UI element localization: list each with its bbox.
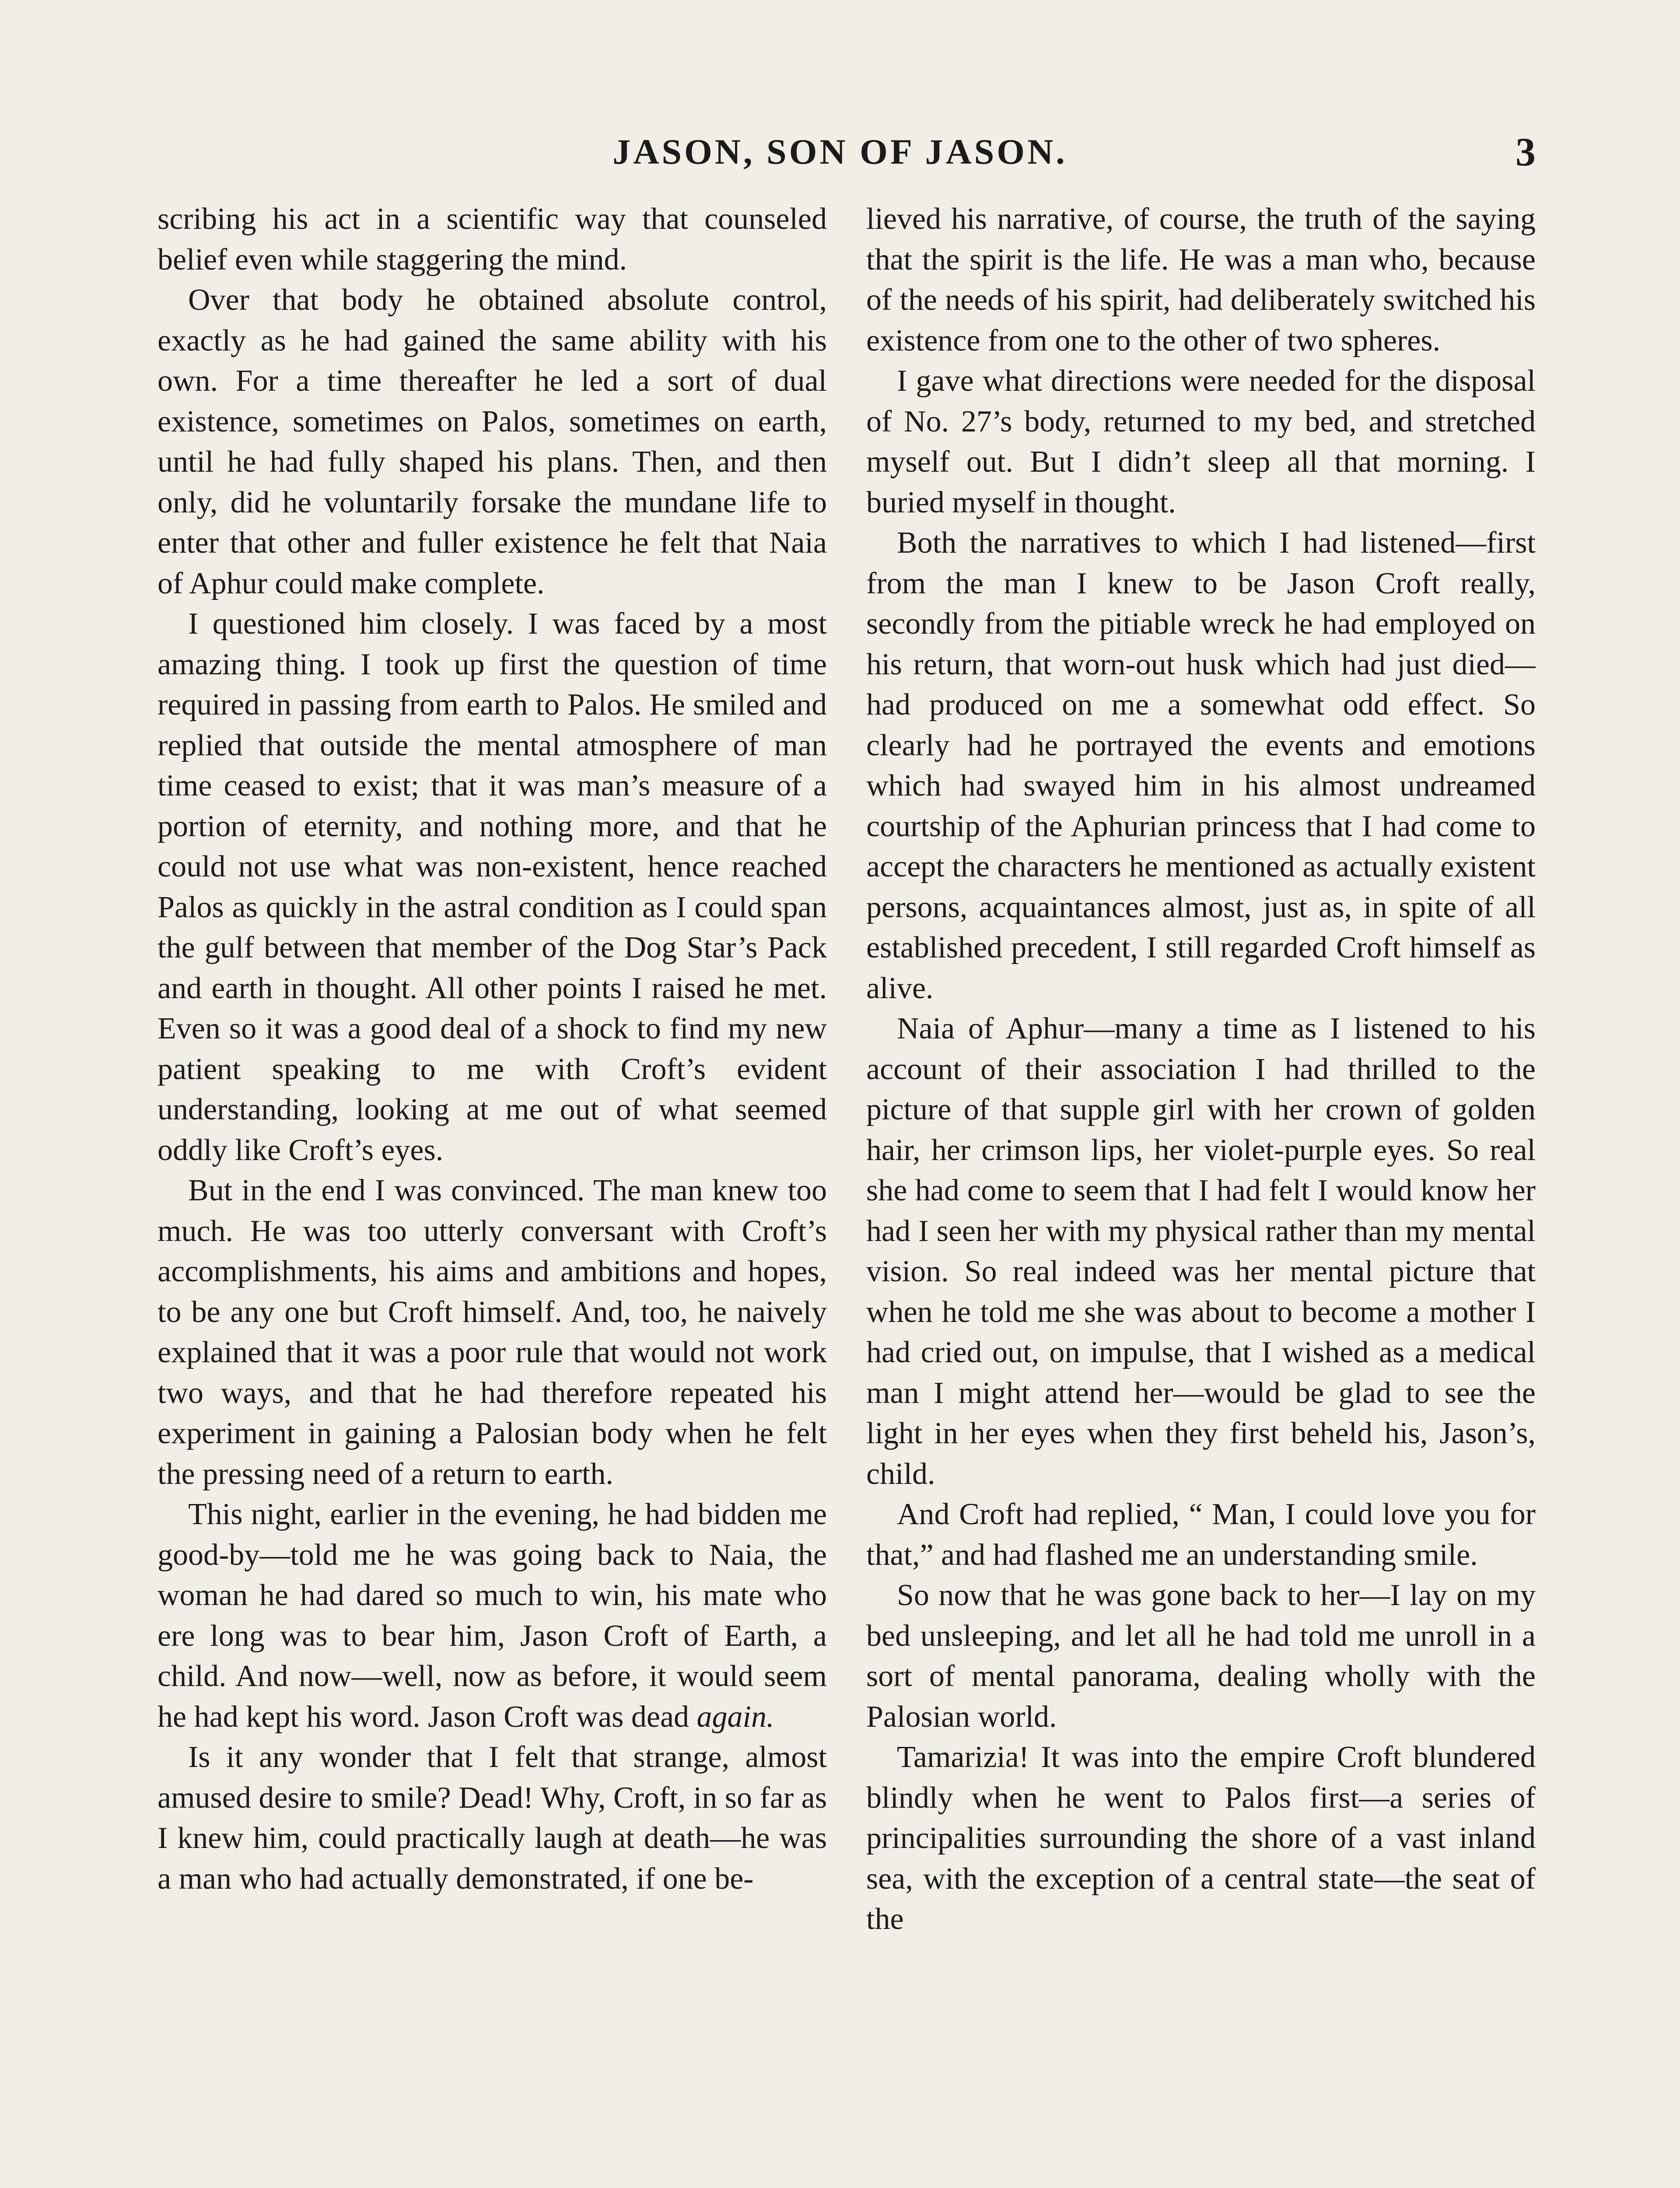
paragraph: But in the end I was convinced. The man knew too much. He was too utterly conversant with Croft’s accomplishments, his aims and ambitions and hopes, to be any one but Croft himself. And, too, he naively explained that it was a poor rule that would not work two ways, and that he had therefore repeated his experiment in gaining a Palosian body when he felt the pressing need of a return to earth. <box>158 1174 827 1491</box>
paragraph: So now that he was gone back to her—I lay on my bed unsleeping, and let all he had told me unroll in a sort of mental panorama, dealing wholly with the Palosian world. <box>866 1578 1536 1734</box>
right-column <box>866 199 1536 2188</box>
paragraph: Both the narratives to which I had listened—first from the man I knew to be Jason Croft really, secondly from the pitiable wreck he had employed on his return, that worn-out husk which had just died—had produced on me a somewhat odd effect. So clearly had he portrayed the events and emotions which had swayed him in his almost undreamed courtship of the Aphurian princess that I had come to accept the characters he mentioned as actually existent persons, acquaintances almost, just as, in spite of all established precedent, I still regarded Croft himself as alive. <box>866 526 1536 1005</box>
paragraph: I gave what directions were needed for the disposal of No. 27’s body, returned to my bed, and stretched myself out. But I didn’t sleep all that morning. I buried myself in thought. <box>866 364 1536 519</box>
italic-word: again. <box>696 1700 774 1734</box>
paragraph: scribing his act in a scientific way that counseled belief even while staggering the mind. <box>158 202 827 277</box>
paragraph: And Croft had replied, “ Man, I could love you for that,” and had flashed me an understanding smile. <box>866 1497 1536 1572</box>
paragraph: Naia of Aphur—many a time as I listened to his account of their association I had thrilled to the picture of that supple girl with her crown of golden hair, her crimson lips, her violet-purple eyes. So real she had come to seem that I had felt I would know her had I seen her with my physical rather than my mental vision. So real indeed was her mental picture that when he told me she was about to become a mother I had cried out, on impulse, that I wished as a medical man I might attend her—would be glad to see the light in her eyes when they first beheld his, Jason’s, child. <box>866 1012 1536 1491</box>
paragraph: I questioned him closely. I was faced by a most amazing thing. I took up first the question of time required in passing from earth to Palos. He smiled and replied that outside the mental atmosphere of man time ceased to exist; that it was man’s measure of a portion of eternity, and nothing more, and that he could not use what was non-existent, hence reached Palos as quickly in the astral condition as I could span the gulf between that member of the Dog Star’s Pack and earth in thought. All other points I raised he met. Even so it was a good deal of a shock to find my new patient speaking to me with Croft’s evident understanding, looking at me out of what seemed oddly like Croft’s eyes. <box>158 607 827 1167</box>
running-head: JASON, SON OF JASON. <box>612 132 1068 172</box>
paragraph: Over that body he obtained absolute control, exactly as he had gained the same ability with his own. For a time thereafter he led a sort of dual existence, sometimes on Palos, sometimes on earth, until he had fully shaped his plans. Then, and then only, did he voluntarily forsake the mundane life to enter that other and fuller existence he felt that Naia of Aphur could make complete. <box>158 283 827 600</box>
paragraph: Tamarizia! It was into the empire Croft blundered blindly when he went to Palos first—a series of principalities surrounding the shore of a vast inland sea, with the exception of a central state—the seat of the <box>866 1740 1536 1936</box>
paragraph-text: This night, earlier in the evening, he had bidden me good-by—told me he was going back to Naia, the woman he had dared so much to win, his mate who ere long was to bear him, Jason Croft of Earth, a child. And now—well, now as before, it would seem he had kept his word. Jason Croft was dead <box>158 1497 827 1734</box>
left-column <box>158 199 827 2188</box>
paragraph: Is it any wonder that I felt that strange, almost amused desire to smile? Dead! Why, Croft, in so far as I knew him, could practically laugh at death—he was a man who had actually demonstrated, if one be- <box>158 1740 827 1896</box>
paragraph: lieved his narrative, of course, the truth of the saying that the spirit is the life. He was a man who, because of the needs of his spirit, had deliberately switched his existence from one to the other of two spheres. <box>866 202 1536 358</box>
page-number: 3 <box>1516 130 1536 174</box>
paragraph <box>158 1494 827 1737</box>
page-header <box>0 127 1680 175</box>
